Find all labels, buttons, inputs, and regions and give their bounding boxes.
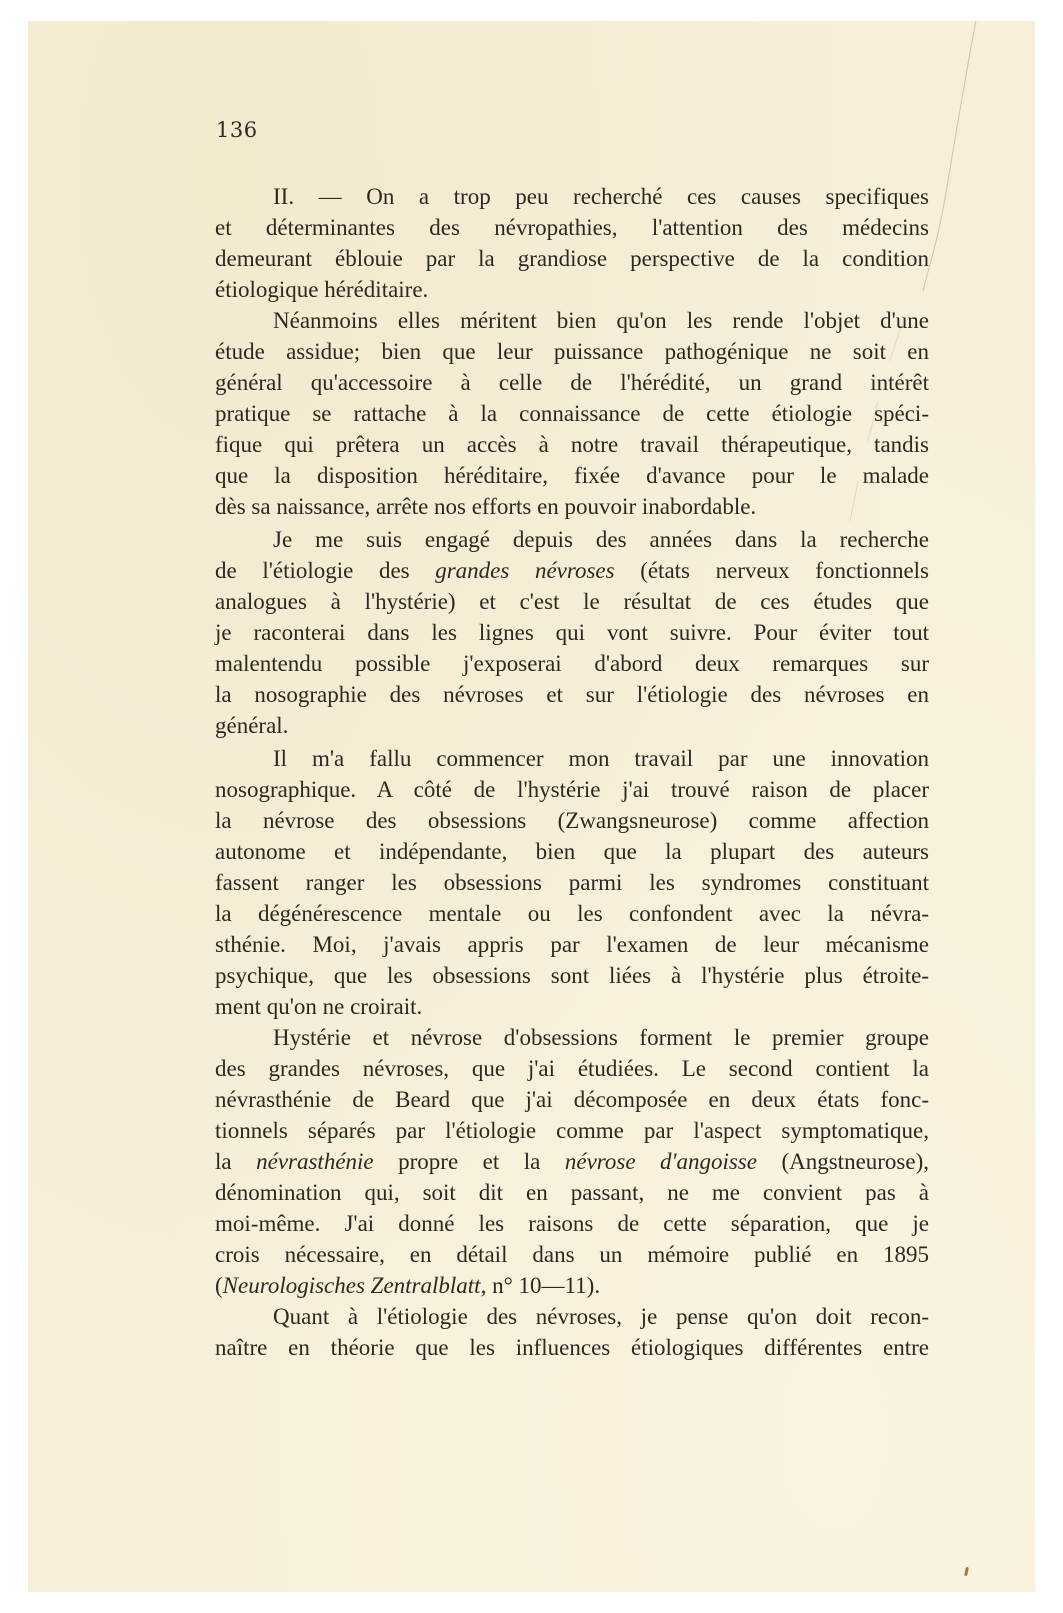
paragraph-3 [215,524,929,741]
text-line: demeurant éblouie par la grandiose perspective de la condition [215,246,929,271]
text-line: je raconterai dans les lignes qui vont suivre. Pour éviter tout [215,620,929,645]
scanned-book-page [28,21,1035,1592]
text-line: sthénie. Moi, j'avais appris par l'examen de leur mécanisme [215,932,929,957]
text-line: pratique se rattache à la connaissance de cette étiologie spéci- [215,401,929,426]
text-line: II. — On a trop peu recherché ces causes specifiques [273,184,929,209]
text-run: la [215,1149,257,1174]
text-line: autonome et indépendante, bien que la plupart des auteurs [215,839,929,864]
text-line: général. [215,713,289,738]
text-line: étude assidue; bien que leur puissance pathogénique ne soit en [215,339,929,364]
text-run: (Angstneurose), [756,1149,929,1174]
italic-term: névrose d'angoisse [564,1149,757,1174]
text-line: la nosographie des névroses et sur l'étiologie des névroses en [215,682,929,707]
citation-line [215,1270,929,1301]
text-line: la dégénérescence mentale ou les confondent avec la névra- [215,901,929,926]
text-run: ( [215,1273,223,1298]
text-line: Il m'a fallu commencer mon travail par une innovation [273,746,929,771]
text-line: névrasthénie de Beard que j'ai décomposée en deux états fonc- [215,1087,929,1112]
paper-stain-mark [964,1567,969,1576]
text-line: Quant à l'étiologie des névroses, je pense qu'on doit recon- [273,1304,929,1329]
text-line: dès sa naissance, arrête nos efforts en pouvoir inabordable. [215,494,757,519]
italic-term: névrasthénie [256,1149,374,1174]
text-line: fassent ranger les obsessions parmi les syndromes constituant [215,870,929,895]
paragraph-1 [215,181,929,305]
text-line: la névrose des obsessions (Zwangsneurose) comme affection [215,808,929,833]
journal-title: Neurologisches Zentralblatt, [222,1273,487,1298]
page-number: 136 [216,118,258,142]
paragraph-2 [215,305,929,522]
body-text [215,181,929,1363]
text-line: des grandes névroses, que j'ai étudiées. Le second contient la [215,1056,929,1081]
text-line: Néanmoins elles méritent bien qu'on les rende l'objet d'une [273,308,929,333]
text-run: n° 10—11). [486,1273,601,1298]
text-line: naître en théorie que les influences étiologiques différentes entre [215,1335,929,1360]
text-line: et déterminantes des névropathies, l'attention des médecins [215,215,929,240]
text-run: de l'étiologie des [215,558,436,583]
text-line: étiologique héréditaire. [215,277,429,302]
paragraph-6 [215,1301,929,1363]
text-line: crois nécessaire, en détail dans un mémoire publié en 1895 [215,1242,929,1267]
paragraph-4 [215,743,929,1022]
text-line: Hystérie et névrose d'obsessions forment le premier groupe [273,1025,929,1050]
text-line: analogues à l'hystérie) et c'est le résultat de ces études que [215,589,929,614]
text-line: fique qui prêtera un accès à notre travail thérapeutique, tandis [215,432,929,457]
text-line [215,555,929,586]
text-line: nosographique. A côté de l'hystérie j'ai trouvé raison de placer [215,777,929,802]
text-line: dénomination qui, soit dit en passant, ne me convient pas à [215,1180,929,1205]
text-run: propre et la [373,1149,565,1174]
text-line: psychique, que les obsessions sont liées à l'hystérie plus étroite- [215,963,929,988]
text-line: Je me suis engagé depuis des années dans la recherche [273,527,929,552]
paragraph-5 [215,1022,929,1301]
text-line: tionnels séparés par l'étiologie comme par l'aspect symptomatique, [215,1118,929,1143]
text-line [215,1146,929,1177]
text-line: que la disposition héréditaire, fixée d'avance pour le malade [215,463,929,488]
italic-term: grandes névroses [435,558,615,583]
text-line: moi-même. J'ai donné les raisons de cette séparation, que je [215,1211,929,1236]
text-line: général qu'accessoire à celle de l'hérédité, un grand intérêt [215,370,929,395]
text-line: malentendu possible j'exposerai d'abord deux remarques sur [215,651,929,676]
text-line: ment qu'on ne croirait. [215,994,423,1019]
text-run: (états nerveux fonctionnels [614,558,929,583]
